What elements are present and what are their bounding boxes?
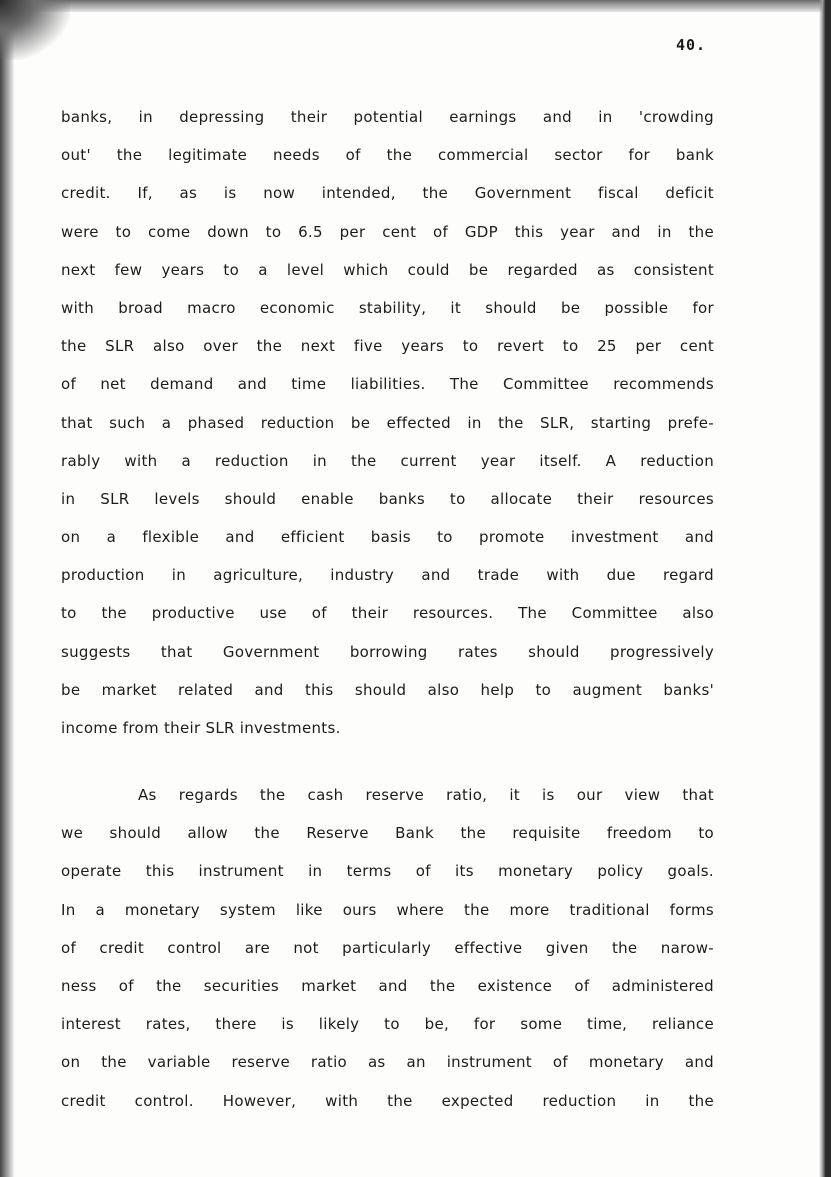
text-line: in SLR levels should enable banks to allocate their resources bbox=[61, 489, 714, 508]
text-line: As regards the cash reserve ratio, it is our view that bbox=[138, 786, 714, 804]
text-line: income from their SLR investments. bbox=[61, 719, 341, 737]
text-line: to the productive use of their resources. The Committee also bbox=[61, 604, 714, 623]
page-number: 40. bbox=[676, 36, 707, 54]
text-line: on a flexible and efficient basis to promote investment and bbox=[61, 528, 714, 547]
paragraph-crr bbox=[61, 782, 714, 1126]
text-line: operate this instrument in terms of its monetary policy goals. bbox=[61, 862, 714, 881]
scan-corner-shadow bbox=[0, 0, 70, 60]
text-line: of credit control are not particularly effective given the narow- bbox=[61, 938, 714, 957]
text-line: were to come down to 6.5 per cent of GDP this year and in the bbox=[61, 222, 714, 241]
text-line: that such a phased reduction be effected in the SLR, starting prefe- bbox=[61, 413, 714, 432]
text-line: be market related and this should also help to augment banks' bbox=[61, 680, 714, 699]
text-line: suggests that Government borrowing rates should progressively bbox=[61, 642, 714, 661]
text-line: credit. If, as is now intended, the Government fiscal deficit bbox=[61, 184, 714, 203]
text-line: ness of the securities market and the existence of administered bbox=[61, 976, 714, 995]
text-line: with broad macro economic stability, it should be possible for bbox=[61, 298, 714, 317]
text-line: In a monetary system like ours where the more traditional forms bbox=[61, 900, 714, 919]
paragraph-slr bbox=[61, 104, 714, 753]
text-line: next few years to a level which could be regarded as consistent bbox=[61, 260, 714, 279]
text-line: banks, in depressing their potential earnings and in 'crowding bbox=[61, 108, 714, 126]
text-line: credit control. However, with the expected reduction in the bbox=[61, 1091, 714, 1110]
text-line: out' the legitimate needs of the commercial sector for bank bbox=[61, 146, 714, 165]
text-line: we should allow the Reserve Bank the requisite freedom to bbox=[61, 824, 714, 843]
scan-edge-top bbox=[0, 0, 831, 12]
text-line: on the variable reserve ratio as an instrument of monetary and bbox=[61, 1053, 714, 1072]
scan-edge-left bbox=[0, 0, 14, 1177]
scan-edge-right bbox=[819, 0, 831, 1177]
text-line: production in agriculture, industry and trade with due regard bbox=[61, 566, 714, 585]
text-line: of net demand and time liabilities. The Committee recommends bbox=[61, 375, 714, 394]
text-line: rably with a reduction in the current year itself. A reduction bbox=[61, 451, 714, 470]
text-line: interest rates, there is likely to be, for some time, reliance bbox=[61, 1015, 714, 1034]
text-line: the SLR also over the next five years to revert to 25 per cent bbox=[61, 337, 714, 356]
